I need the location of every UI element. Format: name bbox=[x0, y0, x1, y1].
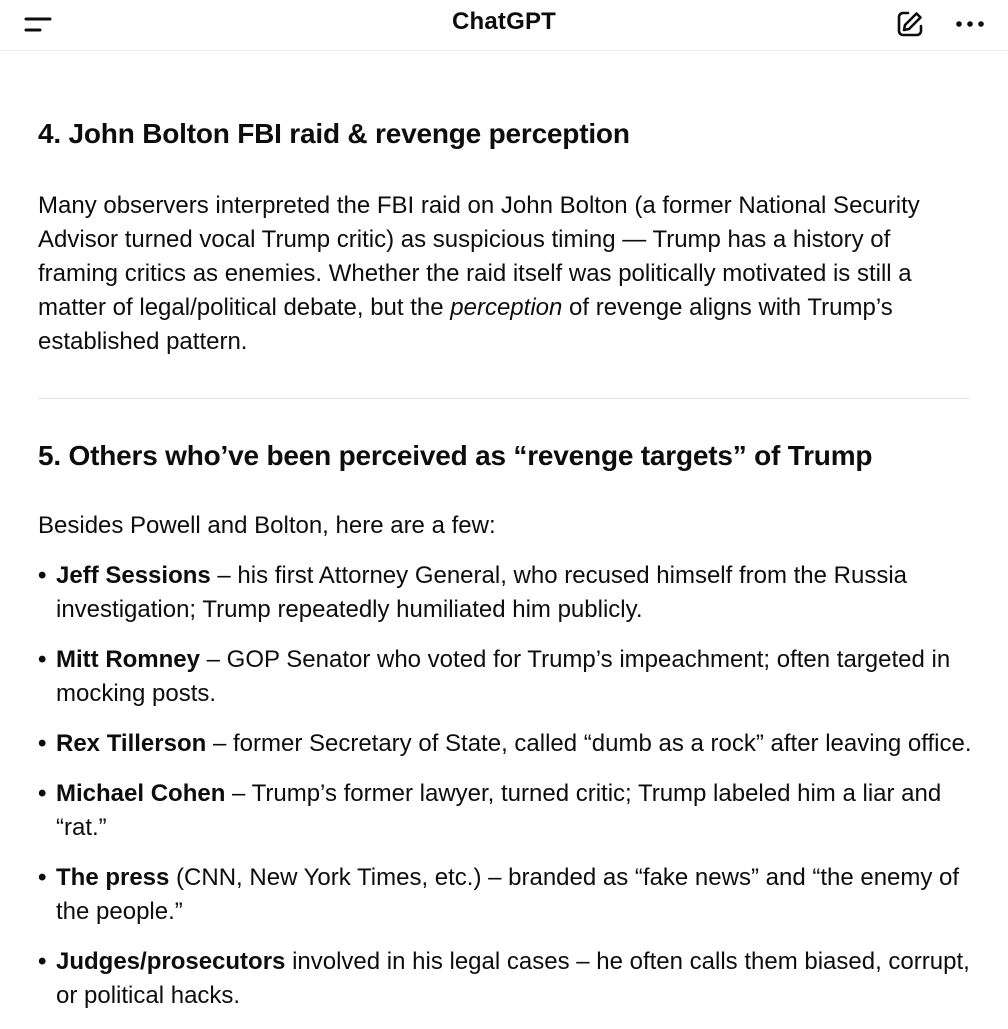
section-4-paragraph-text-2: of revenge aligns with Trump’s established pattern. bbox=[38, 294, 893, 355]
list-item-text: – former Secretary of State, called “dumb as a rock” after leaving office. bbox=[206, 730, 972, 757]
bullet: • bbox=[38, 948, 47, 975]
bullet: • bbox=[38, 646, 47, 673]
bullet: • bbox=[38, 562, 47, 589]
list-item-text: involved in his legal cases – he often calls them biased, corrupt, or political hacks. bbox=[56, 948, 970, 1009]
more-options-icon bbox=[952, 8, 988, 40]
list-item-name: Jeff Sessions bbox=[56, 562, 211, 589]
section-4-paragraph-italic: perception bbox=[450, 294, 563, 321]
list-item-text: – Trump’s former lawyer, turned critic; Trump labeled him a liar and “rat.” bbox=[56, 780, 942, 841]
list-item bbox=[38, 945, 978, 1013]
list-item-name: Rex Tillerson bbox=[56, 730, 207, 757]
section-4-heading: 4. John Bolton FBI raid & revenge perception bbox=[38, 118, 630, 149]
page-title: ChatGPT bbox=[451, 8, 557, 35]
top-bar bbox=[0, 0, 1008, 51]
section-4-paragraph-text-1: Many observers interpreted the FBI raid on John Bolton (a former National Security Advisor turned vocal Trump critic) as suspicious timing — Trump has a history of framing critics as enemies. Whether the raid itself was politically motivated is still a matter of legal/political debate, but the bbox=[38, 192, 920, 321]
section-divider bbox=[38, 398, 970, 399]
bullet: • bbox=[38, 864, 47, 891]
section-4-paragraph bbox=[38, 189, 970, 359]
section-5-intro: Besides Powell and Bolton, here are a few: bbox=[38, 512, 496, 539]
list-item bbox=[38, 861, 978, 929]
list-item-text: – his first Attorney General, who recused himself from the Russia investigation; Trump repeatedly humiliated him publicly. bbox=[56, 562, 908, 623]
list-item-name: The press bbox=[56, 864, 170, 891]
list-item bbox=[38, 559, 978, 627]
list-item-name: Michael Cohen bbox=[56, 780, 226, 807]
new-chat-edit-icon bbox=[894, 8, 926, 40]
section-5-heading: 5. Others who’ve been perceived as “revenge targets” of Trump bbox=[38, 440, 873, 471]
revenge-targets-list bbox=[38, 559, 978, 1029]
list-item-text: – GOP Senator who voted for Trump’s impeachment; often targeted in mocking posts. bbox=[56, 646, 951, 707]
list-item-text: (CNN, New York Times, etc.) – branded as “fake news” and “the enemy of the people.” bbox=[56, 864, 960, 925]
list-item-name: Judges/prosecutors bbox=[56, 948, 286, 975]
bullet: • bbox=[38, 780, 47, 807]
new-chat-button[interactable] bbox=[894, 8, 926, 40]
list-item bbox=[38, 777, 978, 845]
list-item bbox=[38, 643, 978, 711]
bullet: • bbox=[38, 730, 47, 757]
list-item-name: Mitt Romney bbox=[56, 646, 200, 673]
list-item bbox=[38, 727, 978, 761]
more-options-button[interactable] bbox=[952, 8, 988, 40]
